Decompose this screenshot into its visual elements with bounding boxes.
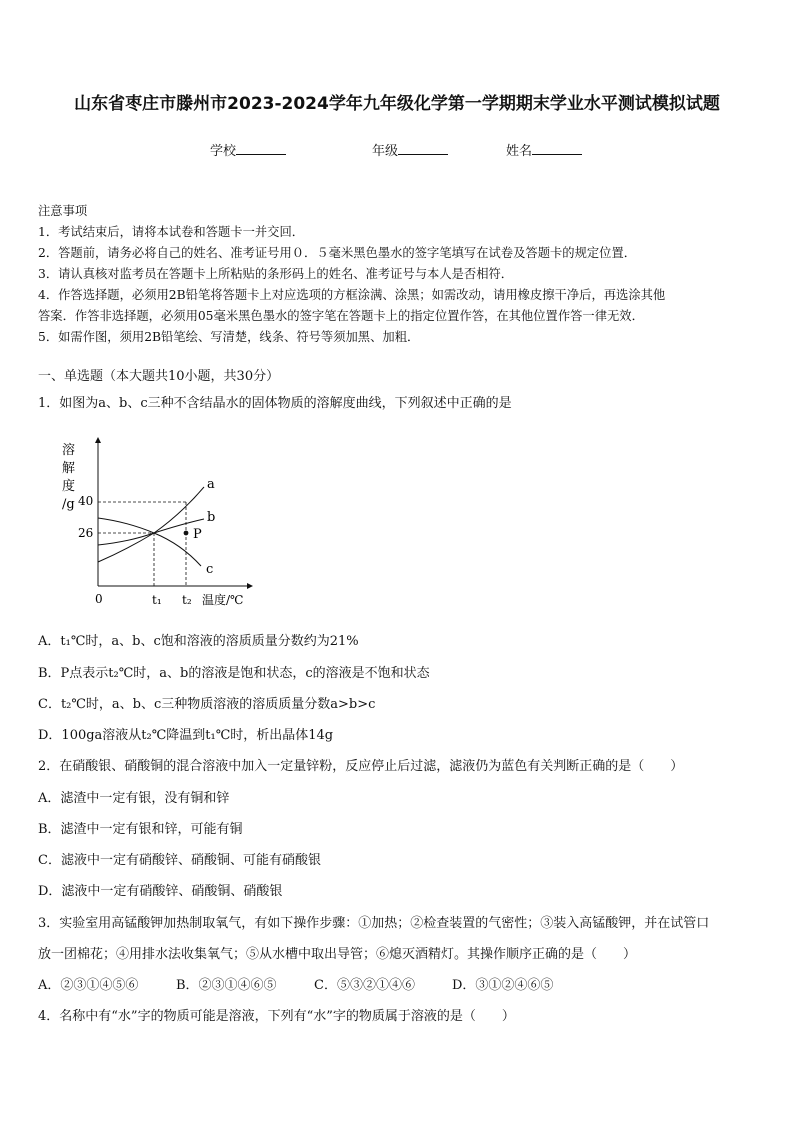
school-blank[interactable] [236, 142, 286, 155]
q2-option-d[interactable]: D．滤液中一定有硝酸锌、硝酸铜、硝酸银 [38, 884, 283, 899]
y-tick-40: 40 [78, 494, 94, 508]
q3-option-d[interactable]: D．③①②④⑥⑤ [452, 978, 554, 993]
curve-c [98, 518, 201, 566]
notice-item: 3．请认真核对监考员在答题卡上所粘贴的条形码上的姓名、准考证号与本人是否相符． [38, 267, 514, 281]
q2-option-b[interactable]: B．滤渣中一定有银和锌，可能有铜 [38, 822, 243, 837]
section-heading: 一、单选题（本大题共10小题，共30分） [38, 369, 280, 384]
q2-option-a[interactable]: A．滤渣中一定有银，没有铜和锌 [38, 791, 230, 806]
y-tick-26: 26 [78, 526, 94, 540]
q1-stem: 1．如图为a、b、c三种不含结晶水的固体物质的溶解度曲线，下列叙述中正确的是 [38, 396, 512, 411]
q3-option-c[interactable]: C．⑤③②①④⑥ [314, 978, 415, 993]
point-p [184, 531, 189, 536]
q1-option-d[interactable]: D．100ga溶液从t₂℃降温到t₁℃时，析出晶体14g [38, 728, 334, 743]
q2-stem: 2．在硝酸银、硝酸铜的混合溶液中加入一定量锌粉，反应停止后过滤，滤液仍为蓝色有关判断正确的是（ ） [38, 759, 684, 774]
notice-item: 4．作答选择题，必须用2B铅笔将答题卡上对应选项的方框涂满、涂黑；如需改动，请用橡皮擦干净后，再选涂其他 [38, 288, 666, 302]
q3-stem-line1: 3．实验室用高锰酸钾加热制取氧气，有如下操作步骤：①加热；②检查装置的气密性；③装入高锰酸钾，并在试管口 [38, 916, 710, 931]
x-tick-t1: t₁ [152, 593, 162, 607]
q1-option-c[interactable]: C．t₂℃时，a、b、c三种物质溶液的溶质质量分数a>b>c [38, 697, 376, 712]
curve-label-c: c [206, 562, 214, 577]
y-label-2: 解 [62, 461, 76, 476]
name-field[interactable] [506, 140, 582, 159]
solubility-chart [56, 432, 256, 612]
notice-item: 5．如需作图，须用2B铅笔绘、写清楚，线条、符号等须加黑、加粗． [38, 330, 420, 344]
q4-stem: 4．名称中有“水”字的物质可能是溶液，下列有“水”字的物质属于溶液的是（ ） [38, 1009, 515, 1024]
school-field[interactable] [210, 140, 286, 159]
notice-item: 2．答题前，请务必将自己的姓名、准考证号用０．５毫米黑色墨水的签字笔填写在试卷及答题卡的规定位置． [38, 246, 637, 260]
q3-option-a[interactable]: A．②③①④⑤⑥ [38, 978, 139, 993]
grade-blank[interactable] [398, 142, 448, 155]
school-label: 学校 [210, 144, 237, 159]
curve-label-a: a [207, 477, 215, 492]
q2-option-c[interactable]: C．滤液中一定有硝酸锌、硝酸铜、可能有硝酸银 [38, 853, 321, 868]
notice-item: 答案．作答非选择题，必须用05毫米黑色墨水的签字笔在答题卡上的指定位置作答，在其他位置作答一律无效． [38, 309, 644, 323]
notice-item: 1．考试结束后，请将本试卷和答题卡一并交回． [38, 225, 305, 239]
origin-label: 0 [95, 592, 103, 606]
name-blank[interactable] [532, 142, 582, 155]
y-label-4: /g [62, 497, 75, 512]
y-label-3: 度 [62, 479, 76, 494]
q1-option-a[interactable]: A．t₁℃时，a、b、c饱和溶液的溶质质量分数约为21% [38, 634, 359, 649]
q3-stem-line2: 放一团棉花；④用排水法收集氧气；⑤从水槽中取出导管；⑥熄灭酒精灯。其操作顺序正确的是（ ） [38, 947, 637, 962]
notice-heading: 注意事项 [38, 204, 88, 218]
q3-option-b[interactable]: B．②③①④⑥⑤ [176, 978, 277, 993]
q1-option-b[interactable]: B．P点表示t₂℃时，a、b的溶液是饱和状态，c的溶液是不饱和状态 [38, 666, 430, 681]
point-p-label: P [193, 527, 202, 542]
curve-a [98, 487, 204, 562]
grade-label: 年级 [372, 144, 399, 159]
curve-label-b: b [207, 510, 216, 525]
y-label-1: 溶 [62, 443, 76, 458]
x-tick-t2: t₂ [182, 593, 192, 607]
name-label: 姓名 [506, 144, 533, 159]
grade-field[interactable] [372, 140, 448, 159]
x-axis-label: 温度/℃ [202, 593, 244, 607]
page-title: 山东省枣庄市滕州市2023-2024学年九年级化学第一学期期末学业水平测试模拟试题 [74, 94, 720, 114]
